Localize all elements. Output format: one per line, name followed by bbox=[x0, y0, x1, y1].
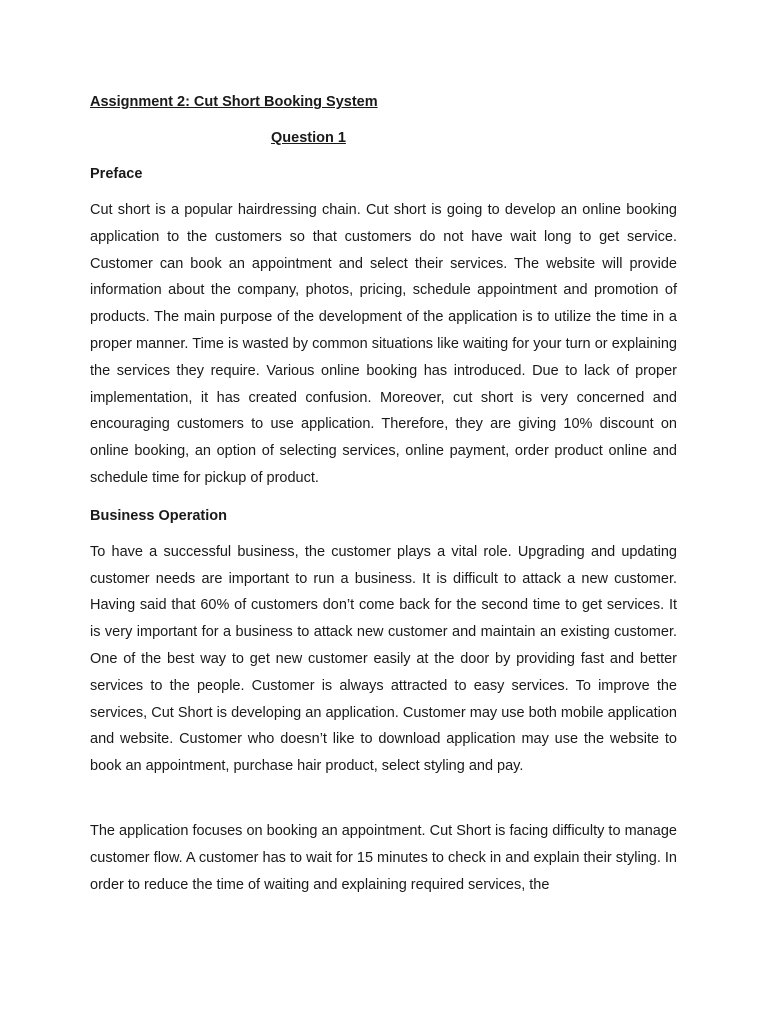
preface-heading: Preface bbox=[90, 166, 143, 182]
question-heading: Question 1 bbox=[271, 130, 346, 146]
business-operation-paragraph-2: The application focuses on booking an appointment. Cut Short is facing difficulty to manage customer flow. A customer has to wait for 15 minutes to check in and explain their styling. In order to reduce the time of waiting and explaining required services, the bbox=[90, 822, 677, 893]
preface-paragraph: Cut short is a popular hairdressing chain. Cut short is going to develop an online booking application to the customers so that customers do not have wait long to get service. Customer can book an appointment and select their services. The website will provide information about the company, photos, pricing, schedule appointment and promotion of products. The main purpose of the development of the application is to utilize the time in a proper manner. Time is wasted by common situations like waiting for your turn or explaining the services they require. Various online booking has introduced. Due to lack of proper implementation, it has created confusion. Moreover, cut short is very concerned and encouraging customers to use application. Therefore, they are giving 10% discount on online booking, an option of selecting services, online payment, order product online and schedule time for pickup of product. bbox=[90, 202, 677, 486]
document-page bbox=[90, 90, 677, 898]
business-operation-heading: Business Operation bbox=[90, 507, 227, 524]
document-title: Assignment 2: Cut Short Booking System bbox=[90, 94, 378, 110]
business-operation-paragraph-1: To have a successful business, the customer plays a vital role. Upgrading and updating customer needs are important to run a business. It is difficult to attack a new customer. Having said that 60% of customers don’t come back for the second time to get services. It is very important for a business to attack new customer and maintain an existing customer. One of the best way to get new customer easily at the door by providing fast and better services to the people. Customer is always attracted to easy services. To improve the services, Cut Short is developing an application. Customer may use both mobile application and website. Customer who doesn’t like to download application may use the website to book an appointment, purchase hair product, select styling and pay. bbox=[90, 543, 677, 775]
